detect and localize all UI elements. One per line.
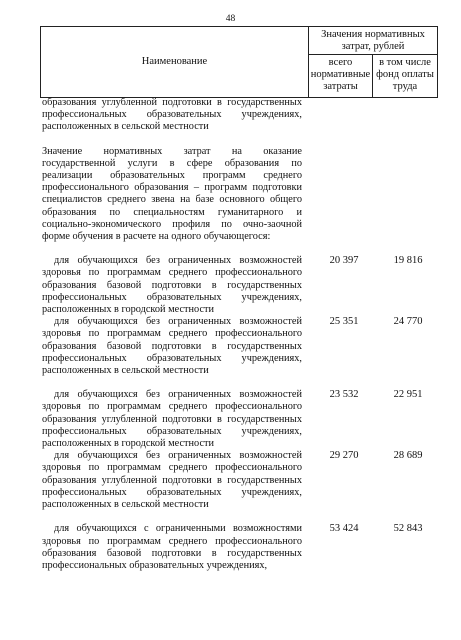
table-row [42,389,438,450]
row-text: Значение нормативных затрат на оказание государственной услуги в сфере образования по реализации образовательных программ среднего профессионального образования – программ подготовки специалистов среднего звена на базе основного общего образования по специальностям гуманитарного и социально-экономического профиля по очно-заочной форме обучения в расчете на одного обучающегося: [42,145,302,243]
column-header-name: Наименование [41,27,309,97]
row-payroll-value: 52 843 [393,523,423,535]
row-text: для обучающихся без ограниченных возможностей здоровья по программам среднего профессионального образования углубленной подготовки в государственных профессиональных образовательных учреждениях, расположенных в сельской местности [42,450,302,511]
table-row [42,450,438,511]
table-row [42,316,438,377]
table-row [42,255,438,316]
row-text: образования углубленной подготовки в государственных профессиональных образовательных учреждениях, расположенных в сельской местности [42,97,302,133]
table-header [40,26,438,98]
row-text: для обучающихся без ограниченных возможностей здоровья по программам среднего профессионального образования базовой подготовки в государственных профессиональных образовательных учреждениях, расположенных в городской местности [42,255,302,316]
table-row [42,146,438,244]
row-text: для обучающихся без ограниченных возможностей здоровья по программам среднего профессионального образования базовой подготовки в государственных профессиональных образовательных учреждениях, расположенных в сельской местности [42,316,302,377]
row-text: для обучающихся без ограниченных возможностей здоровья по программам среднего профессионального образования углубленной подготовки в государственных профессиональных образовательных учреждениях, расположенных в городской местности [42,389,302,450]
table-row [42,97,438,134]
row-payroll-value: 22 951 [393,389,423,401]
row-total-value: 53 424 [329,523,359,535]
row-payroll-value: 28 689 [393,450,423,462]
page-number: 48 [225,14,236,24]
row-total-value: 25 351 [329,316,359,328]
column-header-values-group: Значения нормативных затрат, рублей [309,27,437,55]
row-payroll-value: 24 770 [393,316,423,328]
row-total-value: 23 532 [329,389,359,401]
column-header-total: всего нормативные затраты [309,55,373,97]
row-total-value: 29 270 [329,450,359,462]
table-body [42,97,438,572]
column-header-payroll: в том числе фонд оплаты труда [376,57,434,92]
row-payroll-value: 19 816 [393,255,423,267]
table-row [42,523,438,572]
row-text: для обучающихся с ограниченными возможностями здоровья по программам среднего профессионального образования базовой подготовки в государственных профессиональных образовательных учреждениях, [42,523,302,571]
row-total-value: 20 397 [329,255,359,267]
